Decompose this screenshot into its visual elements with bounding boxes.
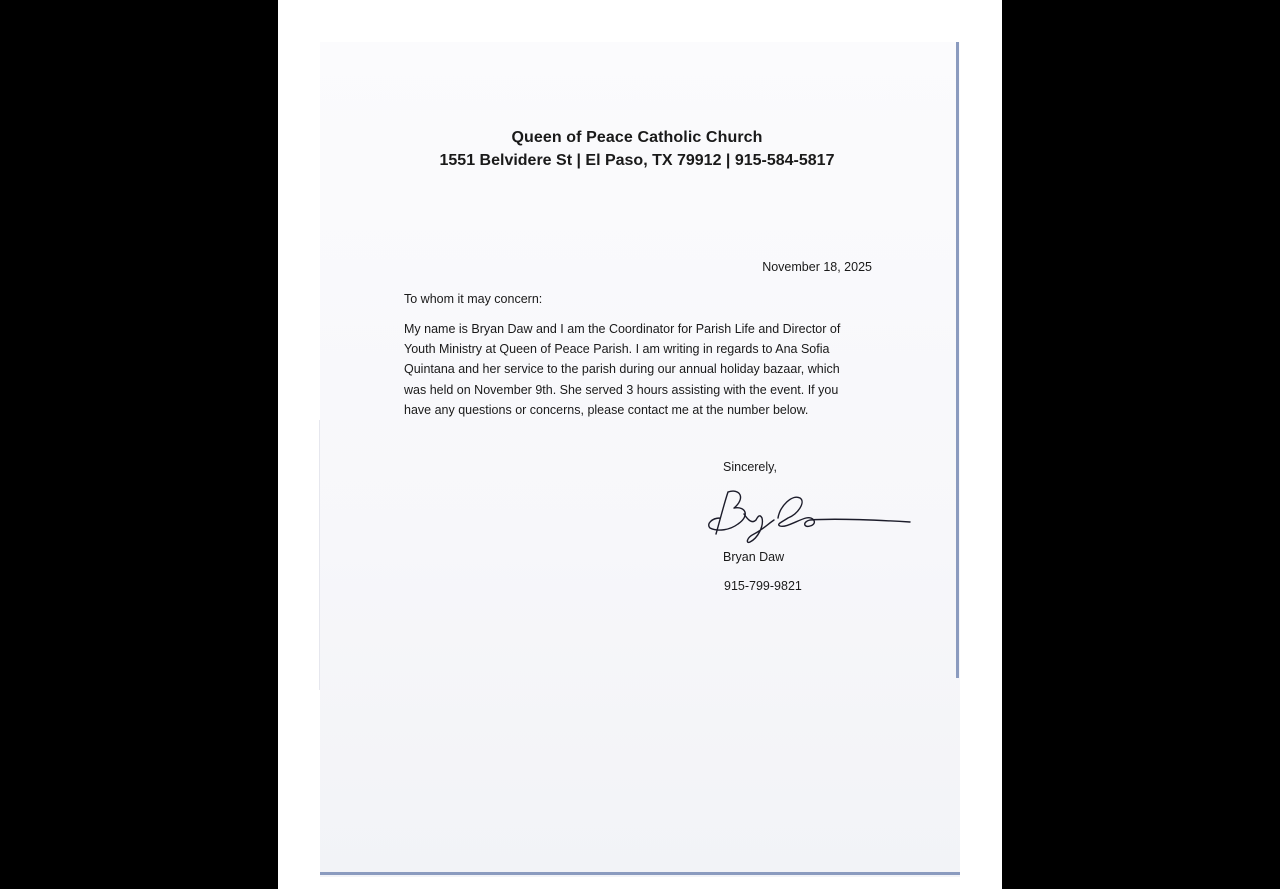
- body-line: My name is Bryan Daw and I am the Coordinator for Parish Life and Director of: [404, 322, 841, 336]
- letterhead-church-name: Queen of Peace Catholic Church: [511, 129, 763, 146]
- handwritten-signature: [706, 484, 916, 546]
- body-line: was held on November 9th. She served 3 hours assisting with the event. If you: [404, 382, 839, 397]
- body-line: Quintana and her service to the parish during our annual holiday bazaar, which: [404, 362, 840, 377]
- paper-edge-bottom: [320, 872, 960, 875]
- letter-body: [404, 319, 874, 420]
- body-line: have any questions or concerns, please contact me at the number below.: [404, 402, 809, 417]
- signer-phone: 915-799-9821: [724, 579, 802, 593]
- letterhead-address: 1551 Belvidere St | El Paso, TX 79912 | 915-584-5817: [439, 152, 835, 169]
- body-line: Youth Ministry at Queen of Peace Parish. I am writing in regards to Ana Sofia: [404, 342, 830, 357]
- letter-date: November 18, 2025: [762, 260, 872, 274]
- signer-name: Bryan Daw: [723, 550, 785, 564]
- letter-closing: Sincerely,: [723, 460, 777, 474]
- paper-edge-left: [319, 420, 320, 690]
- letter-salutation: To whom it may concern:: [404, 292, 543, 306]
